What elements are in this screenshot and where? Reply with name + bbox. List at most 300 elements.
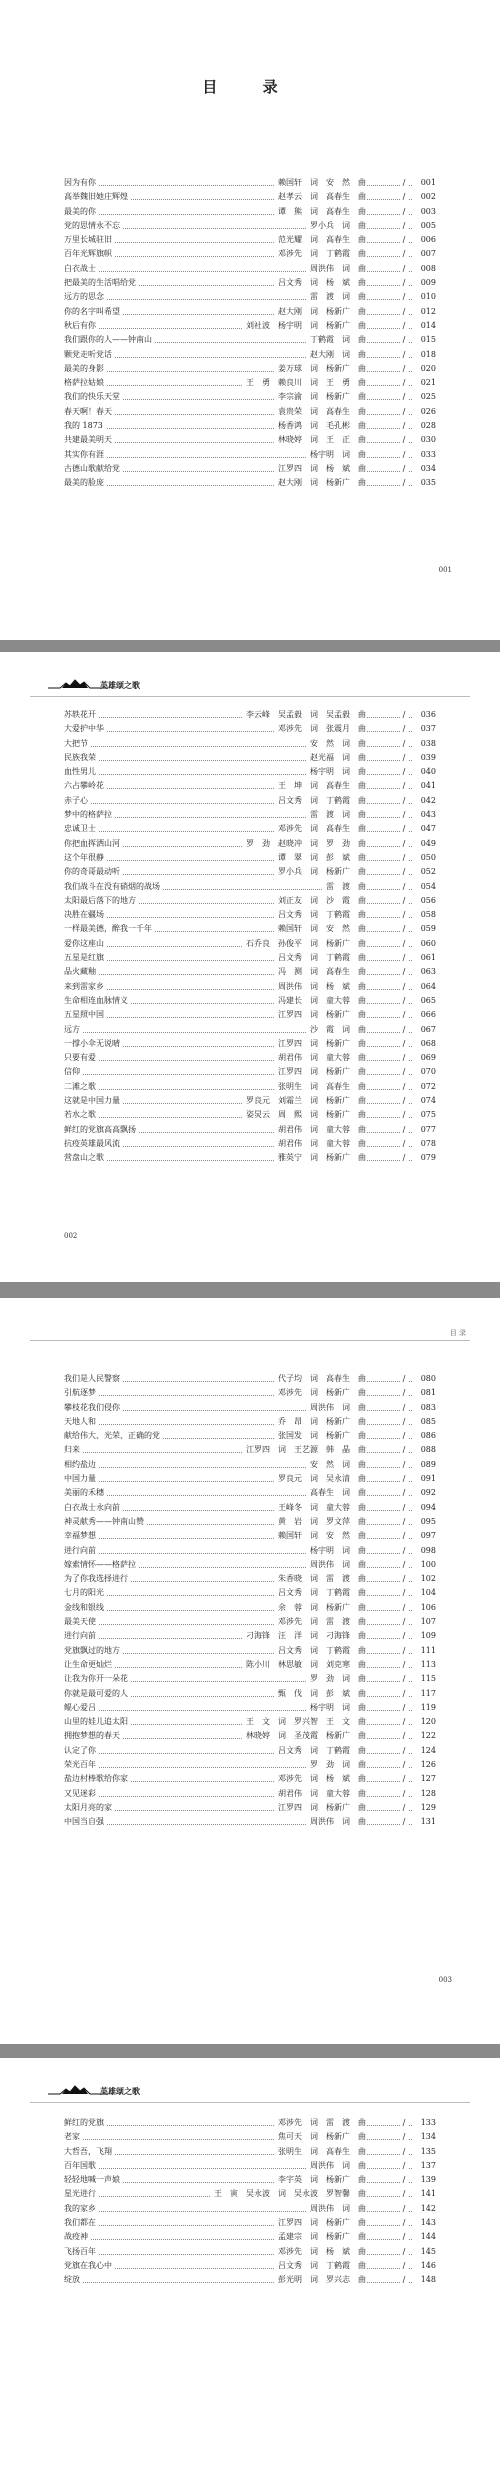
entry-title: 又见迷彩: [64, 1787, 99, 1801]
entry-page-number: 148: [412, 2273, 436, 2287]
entry-page-number: 080: [412, 1372, 436, 1386]
toc-entry[interactable]: [64, 880, 436, 894]
entry-slash: /: [400, 1108, 408, 1122]
toc-entry[interactable]: [64, 794, 436, 808]
toc-entry[interactable]: [64, 851, 436, 865]
entry-slash: /: [400, 1401, 408, 1415]
toc-entry[interactable]: [64, 1558, 436, 1572]
entry-credits: 邓涉先 词 杨新广 曲: [275, 1386, 366, 1400]
dot-leader: [64, 803, 436, 804]
entry-title: 金线和银线: [64, 1601, 107, 1615]
entry-title: 鲜红的党旗: [64, 2116, 107, 2130]
toc-entry[interactable]: [64, 1458, 436, 1472]
entry-title: 最美的脸庞: [64, 476, 107, 490]
entry-slash: /: [400, 1544, 408, 1558]
entry-credits: 高春生 词 曲: [307, 1486, 366, 1500]
toc-entry[interactable]: [64, 2116, 436, 2130]
entry-credits: 冯 测 词 高春生 曲: [275, 965, 366, 979]
entry-page-number: 020: [412, 362, 436, 376]
entry-slash: /: [400, 448, 408, 462]
entry-credits: 代子均 词 高春生 曲: [275, 1372, 366, 1386]
toc-entry[interactable]: [64, 1123, 436, 1137]
entry-title: 中国当自强: [64, 1815, 107, 1829]
entry-page-number: 003: [412, 205, 436, 219]
entry-title: 信仰: [64, 1065, 83, 1079]
toc-entry[interactable]: [64, 808, 436, 822]
dot-leader: [64, 2211, 436, 2212]
entry-title: 一样最美德，醉我一千年: [64, 922, 155, 936]
entry-title: 让我为你开一朵花: [64, 1672, 131, 1686]
entry-title: 进行向前: [64, 1629, 99, 1643]
dot-leader: [64, 2268, 436, 2269]
entry-page-number: 065: [412, 994, 436, 1008]
entry-page-number: 026: [412, 405, 436, 419]
entry-credits: 黄 岩 词 罗文萍 曲: [275, 1515, 366, 1529]
dot-leader: [64, 731, 436, 732]
toc-entry[interactable]: [64, 1472, 436, 1486]
entry-page-number: 070: [412, 1065, 436, 1079]
entry-slash: /: [400, 1443, 408, 1457]
toc-entry[interactable]: [64, 1501, 436, 1515]
toc-entry[interactable]: [64, 865, 436, 879]
entry-title: 嫁索情怀——格萨拉: [64, 1558, 139, 1572]
entry-credits: 江罗四 词 杨新广 曲: [275, 1008, 366, 1022]
toc-entry[interactable]: [64, 190, 436, 204]
toc-entry[interactable]: [64, 1672, 436, 1686]
entry-slash: /: [400, 922, 408, 936]
entry-title: 古德山歌献给党: [64, 462, 123, 476]
entry-page-number: 111: [412, 1644, 436, 1658]
entry-credits: 焦可天 词 杨新广 曲: [275, 2130, 366, 2144]
entry-page-number: 102: [412, 1572, 436, 1586]
toc-entry[interactable]: [64, 980, 436, 994]
toc-entry[interactable]: [64, 965, 436, 979]
entry-page-number: 144: [412, 2230, 436, 2244]
toc-entry[interactable]: [64, 405, 436, 419]
entry-credits: 吕文秀 词 杨 斌 曲: [275, 276, 366, 290]
dot-leader: [64, 1074, 436, 1075]
toc-entry[interactable]: [64, 2216, 436, 2230]
entry-slash: /: [400, 1051, 408, 1065]
entry-page-number: 018: [412, 348, 436, 362]
entry-slash: /: [400, 2245, 408, 2259]
toc-entry[interactable]: [64, 219, 436, 233]
entry-credits: 张明生 词 高春生 曲: [275, 2145, 366, 2159]
entry-slash: /: [400, 1729, 408, 1743]
dot-leader: [64, 1610, 436, 1611]
entry-slash: /: [400, 419, 408, 433]
toc-entry[interactable]: [64, 1544, 436, 1558]
toc-entry[interactable]: [64, 390, 436, 404]
toc-entry[interactable]: [64, 2187, 436, 2201]
toc-entry[interactable]: [64, 476, 436, 490]
toc-entry[interactable]: [64, 1094, 436, 1108]
toc-entry[interactable]: [64, 837, 436, 851]
entry-page-number: 109: [412, 1629, 436, 1643]
toc-entry[interactable]: [64, 1572, 436, 1586]
entry-page-number: 010: [412, 290, 436, 304]
entry-slash: /: [400, 1801, 408, 1815]
page-title: 目 录: [202, 78, 298, 96]
toc-entry[interactable]: [64, 951, 436, 965]
entry-credits: 江罗四 词 杨新广 曲: [275, 1065, 366, 1079]
entry-credits: 罗 劲 赵晓冲 词 罗 劲 曲: [243, 837, 366, 851]
entry-title: 进行向前: [64, 1544, 99, 1558]
entry-page-number: 137: [412, 2159, 436, 2173]
toc-entry[interactable]: [64, 1023, 436, 1037]
dot-leader: [64, 860, 436, 861]
dot-leader: [64, 2125, 436, 2126]
toc-entry[interactable]: [64, 1065, 436, 1079]
toc-entry[interactable]: [64, 419, 436, 433]
entry-page-number: 075: [412, 1108, 436, 1122]
entry-slash: /: [400, 190, 408, 204]
entry-credits: 吕文秀 词 丁鹤霞 曲: [275, 1744, 366, 1758]
entry-title: 你就是最可爱的人: [64, 1687, 131, 1701]
dot-leader: [64, 817, 436, 818]
toc-entry[interactable]: [64, 1801, 436, 1815]
entry-slash: /: [400, 2116, 408, 2130]
entry-page-number: 037: [412, 722, 436, 736]
entry-title: 因为有你: [64, 176, 99, 190]
dot-leader: [64, 1017, 436, 1018]
toc-entry[interactable]: [64, 176, 436, 190]
toc-entry[interactable]: [64, 2202, 436, 2216]
entry-page-number: 078: [412, 1137, 436, 1151]
entry-slash: /: [400, 233, 408, 247]
entry-page-number: 079: [412, 1151, 436, 1165]
header-rule: [30, 1340, 470, 1341]
entry-slash: /: [400, 908, 408, 922]
entry-title: 格萨拉姑娘: [64, 376, 107, 390]
entry-title: 拥抱梦想的春天: [64, 1729, 123, 1743]
entry-credits: 邓涉先 词 雷 渡 曲: [275, 1615, 366, 1629]
entry-page-number: 025: [412, 390, 436, 404]
toc-entry[interactable]: [64, 2130, 436, 2144]
toc-entry[interactable]: [64, 1051, 436, 1065]
entry-credits: 朱香晓 词 雷 渡 曲: [275, 1572, 366, 1586]
entry-slash: /: [400, 765, 408, 779]
entry-title: 绽放: [64, 2273, 83, 2287]
entry-page-number: 141: [412, 2187, 436, 2201]
entry-slash: /: [400, 751, 408, 765]
entry-title: 七月的阳光: [64, 1586, 107, 1600]
toc-entry[interactable]: [64, 908, 436, 922]
entry-credits: 刁海锋 汪 洋 词 刁海锋 曲: [243, 1629, 366, 1643]
toc-entry[interactable]: [64, 751, 436, 765]
dot-leader: [64, 242, 436, 243]
toc-entry[interactable]: [64, 1701, 436, 1715]
entry-slash: /: [400, 1065, 408, 1079]
toc-entry[interactable]: [64, 2245, 436, 2259]
entry-slash: /: [400, 1037, 408, 1051]
toc-entry[interactable]: [64, 1529, 436, 1543]
toc-entry[interactable]: [64, 1108, 436, 1122]
entry-slash: /: [400, 1772, 408, 1786]
entry-slash: /: [400, 1501, 408, 1515]
entry-title: 血性男儿: [64, 765, 99, 779]
toc-entry[interactable]: [64, 462, 436, 476]
entry-title: 美丽的禾穗: [64, 1486, 107, 1500]
entry-title: 飞扬百年: [64, 2245, 99, 2259]
entry-credits: 李云峰 吴孟毅 词 吴孟毅 曲: [243, 708, 366, 722]
toc-entry[interactable]: [64, 922, 436, 936]
entry-page-number: 104: [412, 1586, 436, 1600]
toc-entry[interactable]: [64, 994, 436, 1008]
entry-title: 我们是人民警察: [64, 1372, 123, 1386]
dot-leader: [64, 2154, 436, 2155]
toc-entry[interactable]: [64, 1815, 436, 1829]
entry-slash: /: [400, 305, 408, 319]
entry-credits: 罗 劲 词 曲: [307, 1672, 366, 1686]
entry-page-number: 008: [412, 262, 436, 276]
entry-credits: 陈小川 林思敏 词 刘克寒 曲: [243, 1658, 366, 1672]
entry-slash: /: [400, 2216, 408, 2230]
entry-title: 幸福梦想: [64, 1529, 99, 1543]
entry-title: 党旗飘过的地方: [64, 1644, 123, 1658]
entry-title: 我的 1873: [64, 419, 106, 433]
toc-entry[interactable]: [64, 2230, 436, 2244]
entry-slash: /: [400, 1815, 408, 1829]
entry-title: 攀枝花我们侵你: [64, 1401, 123, 1415]
toc-entry[interactable]: [64, 2273, 436, 2287]
entry-credits: 江罗四 词 王艺源 韩 晶 曲: [243, 1443, 366, 1457]
entry-slash: /: [400, 1472, 408, 1486]
entry-credits: 李宇英 词 杨新广 曲: [275, 2173, 366, 2187]
toc-entry[interactable]: [64, 290, 436, 304]
entry-credits: 谭 熊 词 高春生 曲: [275, 205, 366, 219]
entry-title: 献给伟大、光荣、正确的党: [64, 1429, 163, 1443]
entry-title: 引航逐梦: [64, 1386, 99, 1400]
dot-leader: [64, 917, 436, 918]
toc-entry[interactable]: [64, 1586, 436, 1600]
entry-slash: /: [400, 2202, 408, 2216]
toc-entry[interactable]: [64, 1729, 436, 1743]
entry-credits: 袁贵荣 词 高春生 曲: [275, 405, 366, 419]
entry-credits: 罗小兵 词 杨新广 曲: [275, 865, 366, 879]
toc-entry[interactable]: [64, 1037, 436, 1051]
entry-slash: /: [400, 894, 408, 908]
entry-title: 鲜红的党旗高高飘扬: [64, 1123, 139, 1137]
entry-credits: 王 坤 词 高春生 曲: [275, 779, 366, 793]
entry-credits: 王 文 词 罗兴智 王 文 曲: [243, 1715, 366, 1729]
toc-entry[interactable]: [64, 1386, 436, 1400]
toc-entry[interactable]: [64, 1772, 436, 1786]
entry-slash: /: [400, 1515, 408, 1529]
toc-entry[interactable]: [64, 1372, 436, 1386]
entry-credits: 甄 伐 词 彭 斌 曲: [275, 1687, 366, 1701]
toc-entry[interactable]: [64, 1137, 436, 1151]
entry-credits: 安 然 词 曲: [307, 1458, 366, 1472]
dot-leader: [64, 1710, 436, 1711]
dot-leader: [64, 442, 436, 443]
entry-credits: 雷 渡 词 曲: [307, 290, 366, 304]
entry-page-number: 040: [412, 765, 436, 779]
entry-title: 天地人和: [64, 1415, 99, 1429]
entry-credits: 赵大刚 词 杨新广 曲: [275, 305, 366, 319]
toc-entry[interactable]: [64, 205, 436, 219]
entry-title: 二滩之歌: [64, 1080, 99, 1094]
entry-page-number: 049: [412, 837, 436, 851]
toc-entry[interactable]: [64, 1080, 436, 1094]
toc-entry[interactable]: [64, 262, 436, 276]
entry-title: 一撑小伞无说晴: [64, 1037, 123, 1051]
entry-credits: 余 蓉 词 杨新广 曲: [275, 1601, 366, 1615]
toc-entry[interactable]: [64, 822, 436, 836]
entry-page-number: 072: [412, 1080, 436, 1094]
toc-entry[interactable]: [64, 765, 436, 779]
entry-page-number: 115: [412, 1672, 436, 1686]
entry-slash: /: [400, 405, 408, 419]
entry-credits: 张明生 词 高春生 曲: [275, 1080, 366, 1094]
entry-page-number: 052: [412, 865, 436, 879]
toc-entry[interactable]: [64, 448, 436, 462]
entry-title: 抗疫英雄最风流: [64, 1137, 123, 1151]
entry-title: 梦中的格萨拉: [64, 808, 115, 822]
toc-entry[interactable]: [64, 333, 436, 347]
entry-title: 秋后有你: [64, 319, 99, 333]
entry-page-number: 094: [412, 1501, 436, 1515]
entry-slash: /: [400, 1023, 408, 1037]
toc-entry[interactable]: [64, 362, 436, 376]
toc-entry[interactable]: [64, 2159, 436, 2173]
toc-entry[interactable]: [64, 1787, 436, 1801]
toc-entry[interactable]: [64, 1515, 436, 1529]
entry-slash: /: [400, 1629, 408, 1643]
entry-slash: /: [400, 1615, 408, 1629]
entry-credits: 江罗四 词 杨新广 曲: [275, 1801, 366, 1815]
entry-title: 你把血挥洒山河: [64, 837, 123, 851]
toc-entry[interactable]: [64, 1758, 436, 1772]
header-rule: [30, 2102, 470, 2103]
dot-leader: [64, 1767, 436, 1768]
header-rule: [30, 696, 470, 697]
entry-page-number: 145: [412, 2245, 436, 2259]
entry-page-number: 002: [412, 190, 436, 204]
toc-entry[interactable]: [64, 722, 436, 736]
toc-entry[interactable]: [64, 433, 436, 447]
toc-entry[interactable]: [64, 1415, 436, 1429]
toc-entry[interactable]: [64, 305, 436, 319]
entry-page-number: 056: [412, 894, 436, 908]
entry-slash: /: [400, 737, 408, 751]
toc-entry[interactable]: [64, 1687, 436, 1701]
entry-title: 大哲吾，飞翔: [64, 2145, 115, 2159]
toc-entry[interactable]: [64, 737, 436, 751]
toc-entry[interactable]: [64, 1644, 436, 1658]
dot-leader: [64, 428, 436, 429]
toc-entry[interactable]: [64, 937, 436, 951]
toc-entry[interactable]: [64, 376, 436, 390]
entry-page-number: 085: [412, 1415, 436, 1429]
toc-entry[interactable]: [64, 2145, 436, 2159]
toc-entry[interactable]: [64, 779, 436, 793]
toc-entry[interactable]: [64, 247, 436, 261]
entry-credits: 孟建宗 词 杨新广 曲: [275, 2230, 366, 2244]
entry-title: 万里长城驻旧: [64, 233, 115, 247]
entry-credits: 胡君伟 词 童大蓉 曲: [275, 1051, 366, 1065]
entry-credits: 杨宇明 词 曲: [307, 765, 366, 779]
entry-credits: 邓涉先 词 杨 斌 曲: [275, 1772, 366, 1786]
entry-slash: /: [400, 1687, 408, 1701]
entry-title: 颗党走听党话: [64, 348, 115, 362]
toc-entry[interactable]: [64, 276, 436, 290]
dot-leader: [64, 185, 436, 186]
entry-credits: 周洪伟 词 曲: [307, 2159, 366, 2173]
entry-title: 把最美的生活唱给党: [64, 276, 139, 290]
entry-page-number: 095: [412, 1515, 436, 1529]
toc-entry[interactable]: [64, 1429, 436, 1443]
entry-page-number: 106: [412, 1601, 436, 1615]
entry-credits: 吕文秀 词 丁鹤霞 曲: [275, 1644, 366, 1658]
toc-entry[interactable]: [64, 2173, 436, 2187]
entry-slash: /: [400, 808, 408, 822]
toc-entry[interactable]: [64, 1401, 436, 1415]
entry-credits: 邓涉先 词 杨 斌 曲: [275, 2245, 366, 2259]
entry-slash: /: [400, 262, 408, 276]
toc-entry[interactable]: [64, 708, 436, 722]
entry-slash: /: [400, 2230, 408, 2244]
entry-title: 春天啊！春天: [64, 405, 115, 419]
entry-slash: /: [400, 837, 408, 851]
entry-slash: /: [400, 2173, 408, 2187]
entry-title: 白衣战士永向前: [64, 1501, 123, 1515]
toc-entry[interactable]: [64, 348, 436, 362]
toc-entry[interactable]: [64, 1601, 436, 1615]
entry-credits: 姿炅云 周 熙 词 杨新广 曲: [243, 1108, 366, 1122]
entry-title: 白衣战士: [64, 262, 99, 276]
toc-entry[interactable]: [64, 1486, 436, 1500]
toc-entry[interactable]: [64, 233, 436, 247]
entry-slash: /: [400, 2145, 408, 2159]
entry-credits: 刘社波 杨宇明 词 杨新广 曲: [243, 319, 366, 333]
toc-entry[interactable]: [64, 319, 436, 333]
entry-credits: 周洪伟 词 曲: [307, 262, 366, 276]
running-header: [30, 676, 230, 694]
dot-leader: [64, 1160, 436, 1161]
entry-title: 大把节: [64, 737, 91, 751]
toc-entry[interactable]: [64, 894, 436, 908]
toc-entry[interactable]: [64, 2259, 436, 2273]
entry-credits: 王峰冬 词 童大蓉 曲: [275, 1501, 366, 1515]
entry-page-number: 089: [412, 1458, 436, 1472]
entry-page-number: 054: [412, 880, 436, 894]
entry-page-number: 083: [412, 1401, 436, 1415]
entry-slash: /: [400, 2259, 408, 2273]
entry-page-number: 028: [412, 419, 436, 433]
toc-entry[interactable]: [64, 1008, 436, 1022]
dot-leader: [64, 831, 436, 832]
entry-page-number: 142: [412, 2202, 436, 2216]
toc-entry[interactable]: [64, 1151, 436, 1165]
entry-page-number: 074: [412, 1094, 436, 1108]
toc-entry[interactable]: [64, 1715, 436, 1729]
toc-entry[interactable]: [64, 1744, 436, 1758]
toc-entry[interactable]: [64, 1658, 436, 1672]
entry-page-number: 119: [412, 1701, 436, 1715]
entry-title: 太阳月亮的家: [64, 1801, 115, 1815]
entry-credits: 赵大刚 词 曲: [307, 348, 366, 362]
entry-credits: 赖国轩 词 安 然 曲: [275, 176, 366, 190]
dot-leader: [64, 1553, 436, 1554]
toc-entry[interactable]: [64, 1615, 436, 1629]
entry-slash: /: [400, 1386, 408, 1400]
toc-entry[interactable]: [64, 1443, 436, 1457]
entry-credits: 赵光福 词 曲: [307, 751, 366, 765]
toc-entry[interactable]: [64, 1629, 436, 1643]
entry-page-number: 021: [412, 376, 436, 390]
entry-slash: /: [400, 1429, 408, 1443]
